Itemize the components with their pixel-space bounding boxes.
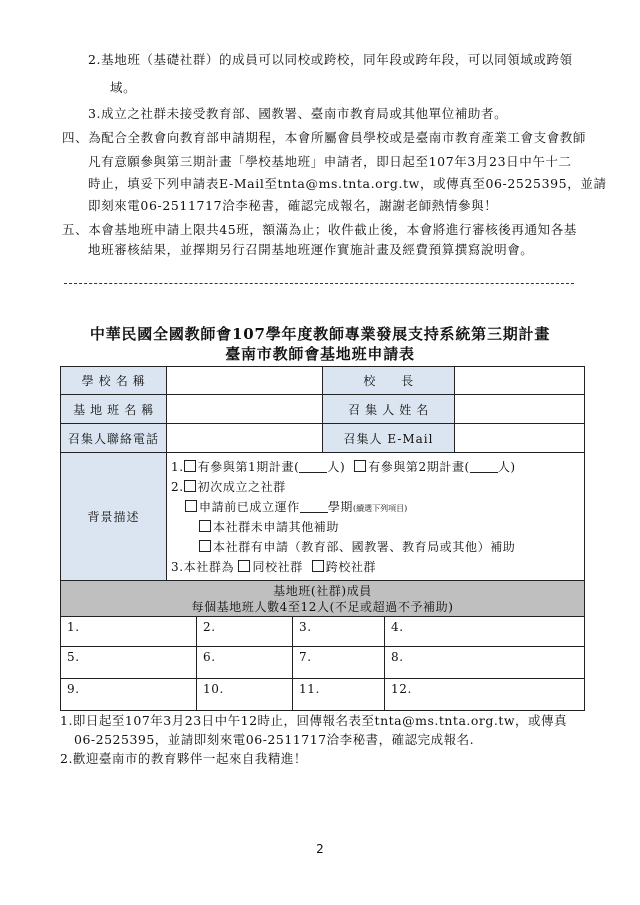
member-cell-11[interactable]: 11. [293, 679, 385, 711]
checkbox-phase1[interactable] [184, 460, 196, 472]
member-cell-5[interactable]: 5. [61, 647, 197, 679]
checkbox-cross-school[interactable] [312, 560, 324, 572]
convener-name-label: 召 集 人 姓 名 [323, 395, 455, 424]
note-2: 2.歡迎臺南市的教育夥伴一起來自我精進！ [60, 751, 307, 766]
member-cell-6[interactable]: 6. [197, 647, 293, 679]
announcement-line: 2.基地班（基礎社群）的成員可以同校或跨校，同年段或跨年段，可以同領域或跨領 [88, 52, 573, 67]
convener-email-field[interactable] [455, 424, 585, 453]
announcement-line: 四、為配合全教會向教育部申請期程，本會所屬會員學校或是臺南市教育產業工會支會教師 [62, 130, 587, 145]
application-form-table [60, 366, 585, 711]
checkbox-existing-group[interactable] [185, 500, 197, 512]
semesters-blank[interactable] [300, 500, 328, 513]
announcement-line: 地班審核結果，並擇期另行召開基地班運作實施計畫及經費預算撰寫說明會。 [88, 242, 534, 257]
class-name-field[interactable] [167, 395, 323, 424]
member-cell-3[interactable]: 3. [293, 617, 385, 647]
bg-option-2: 2. 初次成立之社群 [171, 479, 286, 494]
member-cell-4[interactable]: 4. [385, 617, 585, 647]
principal-field[interactable] [455, 367, 585, 395]
member-cell-8[interactable]: 8. [385, 647, 585, 679]
member-cell-10[interactable]: 10. [197, 679, 293, 711]
checkbox-no-subsidy[interactable] [199, 520, 211, 532]
checkbox-phase2[interactable] [354, 460, 366, 472]
phase2-count-blank[interactable] [470, 460, 498, 473]
members-header: 基地班(社群)成員 每個基地班人數4至12人(不足或超過不予補助) [61, 581, 585, 617]
convener-phone-label: 召集人聯絡電話 [61, 424, 167, 453]
announcement-line: 3.成立之社群未接受教育部、國教署、臺南市教育局或其他單位補助者。 [88, 106, 508, 121]
bg-option-1: 1. 有參與第1期計畫( 人) 有參與第2期計畫( 人) [171, 459, 516, 474]
school-name-field[interactable] [167, 367, 323, 395]
school-name-label: 學 校 名 稱 [61, 367, 167, 395]
bg-option-2-sub2: 本社群未申請其他補助 [171, 517, 580, 537]
background-options [167, 453, 585, 581]
checkbox-same-school[interactable] [238, 560, 250, 572]
page-number: 2 [316, 842, 324, 856]
note-1-cont: 06-2525395，並請即刻來電06-2511717洽李秘書，確認完成報名. [74, 732, 475, 747]
form-title-line1: 中華民國全國教師會107學年度教師專業發展支持系統第三期計畫 [89, 325, 551, 343]
member-cell-1[interactable]: 1. [61, 617, 197, 647]
member-cell-12[interactable]: 12. [385, 679, 585, 711]
checkbox-new-group[interactable] [184, 480, 196, 492]
checkbox-has-subsidy[interactable] [199, 540, 211, 552]
convener-email-label: 召集人 E-Mail [323, 424, 455, 453]
announcement-line: 五、本會基地班申請上限共45班，額滿為止；收件截止後，本會將進行審核後再通知各基 [62, 222, 577, 237]
announcement-line: 即刻來電06-2511717洽李秘書，確認完成報名，謝謝老師熱情參與！ [88, 198, 498, 213]
note-1: 1.即日起至107年3月23日中午12時止，回傳報名表至tnta@ms.tnta.org.tw，或傳真 [60, 713, 568, 728]
member-cell-7[interactable]: 7. [293, 647, 385, 679]
phase1-count-blank[interactable] [299, 460, 327, 473]
cut-line-divider [64, 283, 574, 284]
announcement-line: 時止，填妥下列申請表E-Mail至tnta@ms.tnta.org.tw，或傳真至06-2525395，並請 [88, 176, 607, 191]
bg-option-2-sub1: 申請前已成立運作 學期(續選下列項目) [171, 497, 580, 517]
announcement-line: 凡有意願參與第三期計畫「學校基地班」申請者，即日起至107年3月23日中午十二 [88, 154, 572, 169]
principal-label: 校 長 [323, 367, 455, 395]
member-cell-9[interactable]: 9. [61, 679, 197, 711]
bg-option-3: 3.本社群為 同校社群 跨校社群 [171, 559, 377, 574]
class-name-label: 基 地 班 名 稱 [61, 395, 167, 424]
bg-option-2-sub3: 本社群有申請（教育部、國教署、教育局或其他）補助 [171, 537, 580, 557]
convener-phone-field[interactable] [167, 424, 323, 453]
member-cell-2[interactable]: 2. [197, 617, 293, 647]
form-title-line2: 臺南市教師會基地班申請表 [225, 345, 415, 363]
announcement-line: 域。 [110, 80, 137, 95]
convener-name-field[interactable] [455, 395, 585, 424]
background-label: 背景描述 [61, 453, 167, 581]
